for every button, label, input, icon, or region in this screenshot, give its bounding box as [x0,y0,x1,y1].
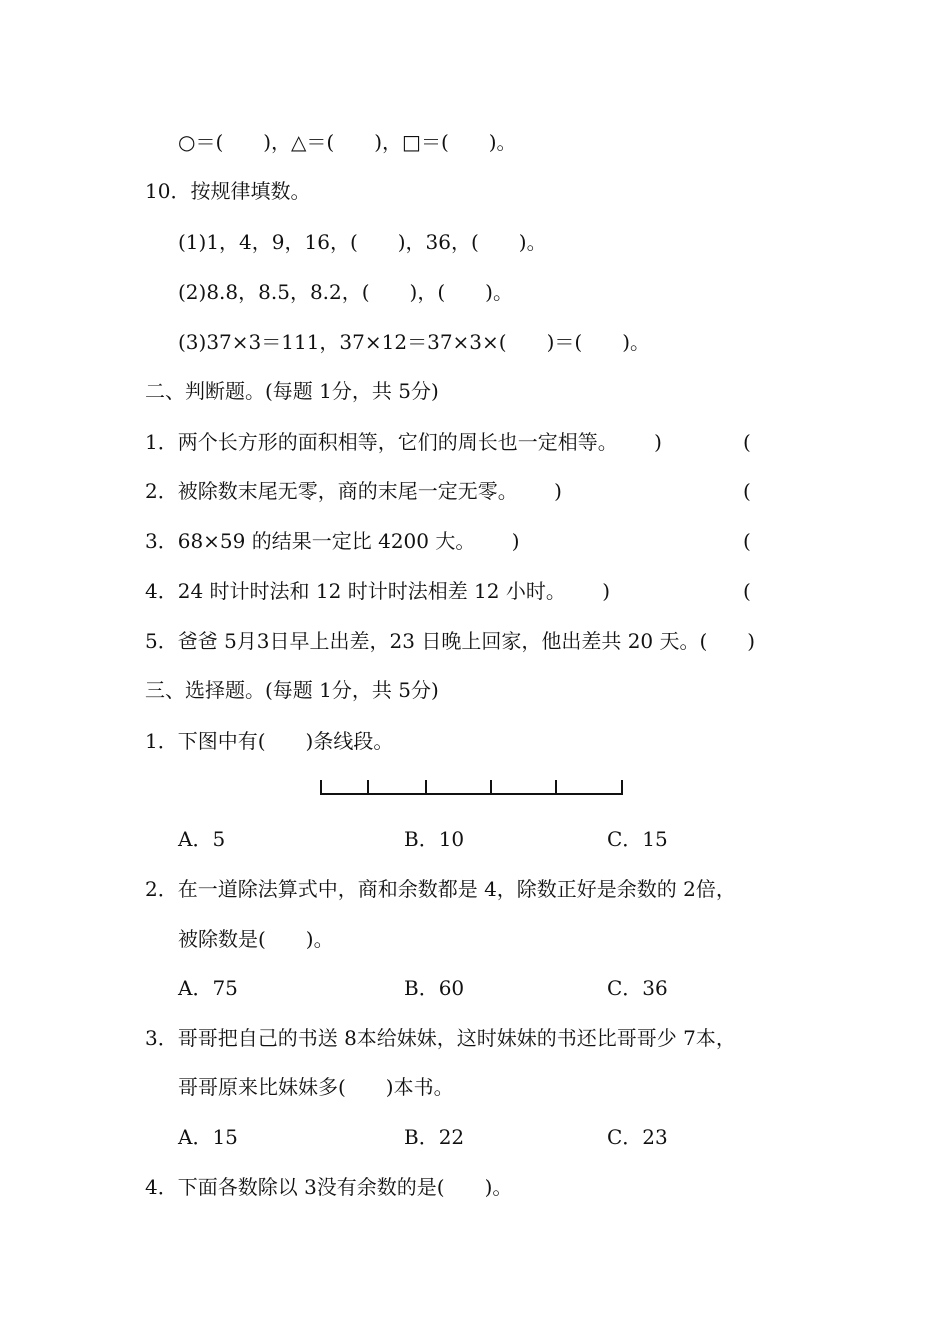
judge-item-2: 2．被除数末尾无零，商的末尾一定无零。 ) [145,479,562,503]
choice-q1-option-a: A．5 [178,827,226,851]
choice-q3-stem-line1: 3．哥哥把自己的书送 8本给妹妹，这时妹妹的书还比哥哥少 7本， [145,1026,736,1050]
choice-q3-option-c: C．23 [607,1125,668,1149]
choice-q3-option-b: B．22 [404,1125,465,1149]
choice-q1-option-c: C．15 [607,827,668,851]
q10-item-3: (3)37×3＝111，37×12＝37×3×( )＝( )。 [178,330,650,354]
choice-q2-stem-line1: 2．在一道除法算式中，商和余数都是 4，除数正好是余数的 2倍， [145,877,736,901]
judge-paren-3: ( [743,529,751,553]
judge-item-4: 4．24 时计时法和 12 时计时法相差 12 小时。 ) [145,579,611,603]
choice-q2-option-b: B．60 [404,976,465,1000]
choice-q2-option-a: A．75 [178,976,238,1000]
q10-item-1: (1)1，4，9，16，( )，36，( )。 [178,230,547,254]
choice-q3-stem-line2: 哥哥原来比妹妹多( )本书。 [178,1075,454,1099]
choice-q3-option-a: A．15 [178,1125,238,1149]
judge-item-1: 1．两个长方形的面积相等，它们的周长也一定相等。 ) [145,430,662,454]
judge-paren-2: ( [743,479,751,503]
section3-title: 三、选择题。(每题 1分，共 5分) [145,678,439,702]
choice-q4-stem: 4．下面各数除以 3没有余数的是( )。 [145,1175,513,1199]
symbols-line: ○＝( )，△＝( )，□＝( )。 [178,130,517,154]
choice-q1-option-b: B．10 [404,827,465,851]
choice-q1-stem: 1．下图中有( )条线段。 [145,729,394,753]
judge-item-3: 3．68×59 的结果一定比 4200 大。 ) [145,529,520,553]
choice-q2-option-c: C．36 [607,976,668,1000]
q10-title: 10．按规律填数。 [145,179,311,203]
q10-item-2: (2)8.8，8.5，8.2，( )，( )。 [178,280,513,304]
judge-item-5: 5．爸爸 5月3日早上出差，23 日晚上回家，他出差共 20 天。( ) [145,629,756,653]
choice-q2-stem-line2: 被除数是( )。 [178,927,334,951]
section2-title: 二、判断题。(每题 1分，共 5分) [145,379,439,403]
judge-paren-4: ( [743,579,751,603]
judge-paren-1: ( [743,430,751,454]
line-segment-figure [318,776,628,800]
